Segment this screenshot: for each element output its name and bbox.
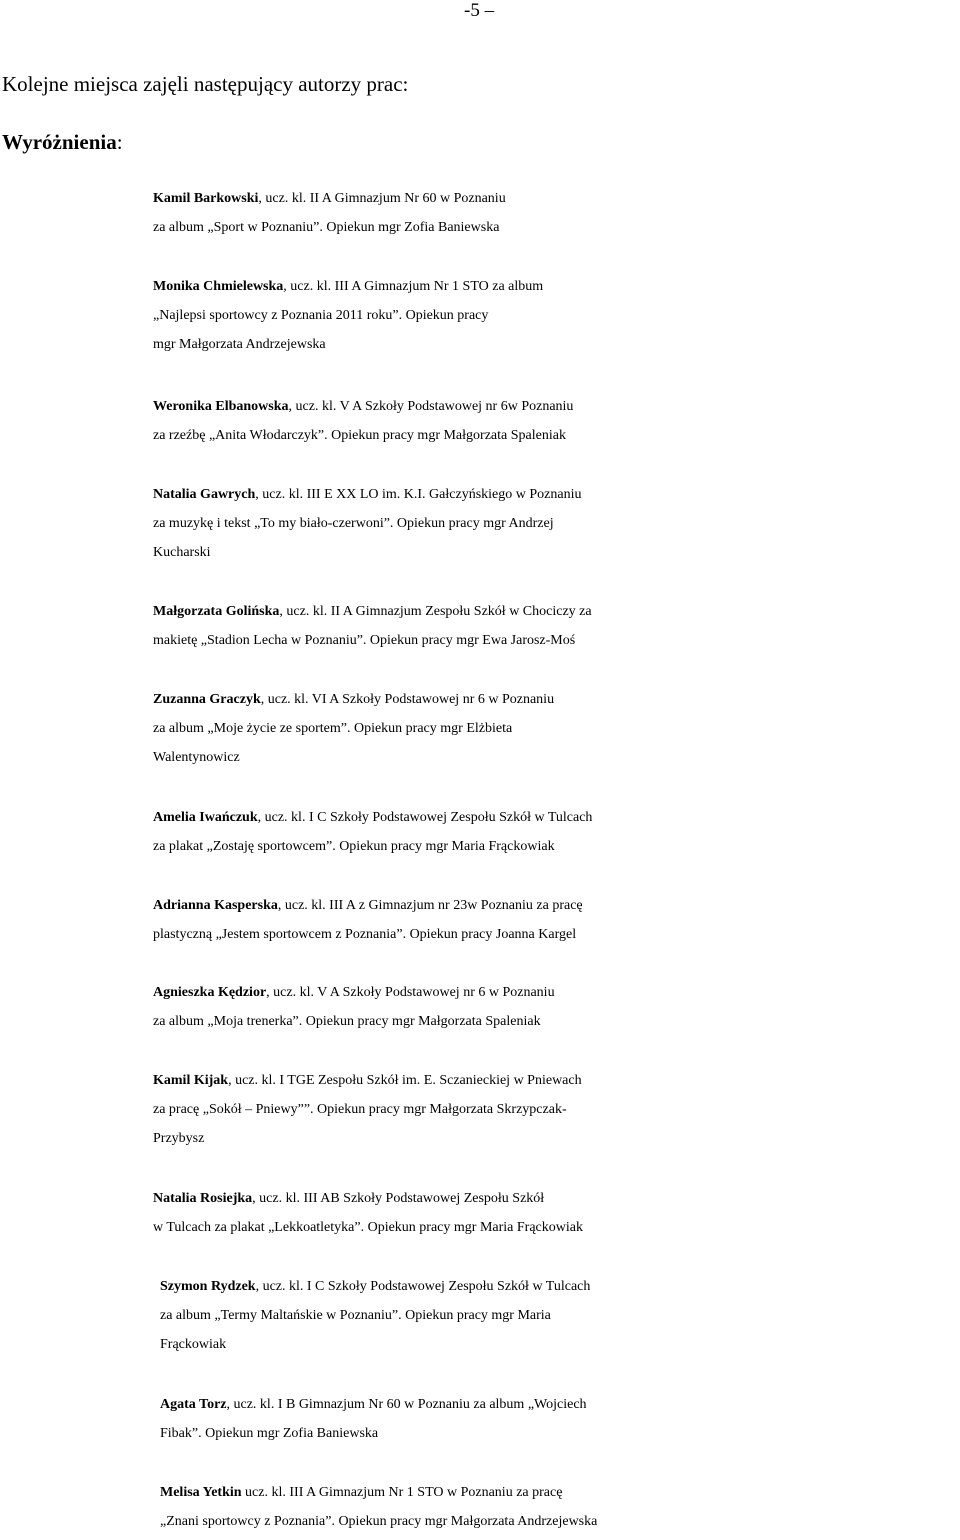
entry-line-3: mgr Małgorzata Andrzejewska — [153, 337, 326, 352]
entry-line-2: za album „Moja trenerka”. Opiekun pracy mgr Małgorzata Spaleniak — [153, 1014, 541, 1029]
section-heading-label: Wyróżnienia — [2, 130, 117, 154]
award-entry — [153, 1066, 959, 1153]
section-heading — [2, 130, 123, 155]
entry-details: , ucz. kl. III A z Gimnazjum nr 23w Poznaniu za pracę — [277, 898, 583, 913]
entry-line-2: makietę „Stadion Lecha w Poznaniu”. Opiekun pracy mgr Ewa Jarosz-Moś — [153, 633, 576, 648]
page-number: -5 – — [464, 0, 495, 21]
entry-details: , ucz. kl. II A Gimnazjum Nr 60 w Poznaniu — [258, 191, 506, 206]
entry-line-1 — [153, 685, 959, 714]
entry-details: , ucz. kl. I C Szkoły Podstawowej Zespołu Szkół w Tulcach — [257, 810, 593, 825]
award-entry — [153, 480, 959, 567]
entry-line-2: za rzeźbę „Anita Włodarczyk”. Opiekun pracy mgr Małgorzata Spaleniak — [153, 428, 566, 443]
entry-line-2: Fibak”. Opiekun mgr Zofia Baniewska — [160, 1426, 379, 1441]
award-entry — [153, 272, 959, 359]
entry-line-1 — [160, 1272, 960, 1301]
entry-line-1 — [153, 597, 959, 626]
entry-details: , ucz. kl. I C Szkoły Podstawowej Zespołu Szkół w Tulcach — [255, 1279, 591, 1294]
author-name: Weronika Elbanowska — [153, 399, 289, 414]
entry-line-1 — [153, 392, 959, 421]
entry-details: ucz. kl. III A Gimnazjum Nr 1 STO w Poznaniu za pracę — [241, 1485, 563, 1500]
entry-line-2: plastyczną „Jestem sportowcem z Poznania”. Opiekun pracy Joanna Kargel — [153, 927, 577, 942]
award-entry — [153, 978, 959, 1036]
entry-details: , ucz. kl. III A Gimnazjum Nr 1 STO za album — [283, 279, 544, 294]
award-entry — [160, 1272, 960, 1359]
entry-line-1 — [153, 480, 959, 509]
award-entry — [153, 392, 959, 450]
entry-line-3: Frąckowiak — [160, 1337, 227, 1352]
entry-details: , ucz. kl. VI A Szkoły Podstawowej nr 6 w Poznaniu — [260, 692, 555, 707]
author-name: Małgorzata Golińska — [153, 604, 280, 619]
author-name: Kamil Barkowski — [153, 191, 259, 206]
entry-line-1 — [153, 1066, 959, 1095]
entry-line-1 — [153, 891, 959, 920]
author-name: Kamil Kijak — [153, 1073, 229, 1088]
entry-line-2: za album „Termy Maltańskie w Poznaniu”. Opiekun pracy mgr Maria — [160, 1308, 551, 1323]
author-name: Adrianna Kasperska — [153, 898, 278, 913]
entry-line-1 — [153, 272, 959, 301]
entry-line-1 — [153, 1184, 959, 1213]
entry-line-1 — [153, 184, 959, 213]
entry-line-3: Przybysz — [153, 1131, 205, 1146]
author-name: Amelia Iwańczuk — [153, 810, 258, 825]
entry-line-3: Kucharski — [153, 545, 211, 560]
entry-line-1 — [153, 978, 959, 1007]
section-heading-colon: : — [116, 130, 123, 154]
author-name: Monika Chmielewska — [153, 279, 284, 294]
author-name: Natalia Rosiejka — [153, 1191, 253, 1206]
intro-text: Kolejne miejsca zajęli następujący autorzy prac: — [2, 72, 409, 96]
entry-details: , ucz. kl. II A Gimnazjum Zespołu Szkół w Chociczy za — [279, 604, 592, 619]
award-entry — [153, 803, 959, 861]
entry-line-2: za pracę „Sokół – Pniewy””. Opiekun pracy mgr Małgorzata Skrzypczak- — [153, 1102, 567, 1117]
award-entry — [153, 685, 959, 772]
author-name: Zuzanna Graczyk — [153, 692, 261, 707]
entry-line-2: za plakat „Zostaję sportowcem”. Opiekun pracy mgr Maria Frąckowiak — [153, 839, 555, 854]
entry-line-1 — [153, 803, 959, 832]
entry-details: , ucz. kl. V A Szkoły Podstawowej nr 6w Poznaniu — [288, 399, 574, 414]
entry-details: , ucz. kl. III AB Szkoły Podstawowej Zespołu Szkół — [252, 1191, 545, 1206]
author-name: Melisa Yetkin — [160, 1485, 242, 1500]
award-entry — [153, 891, 959, 949]
entry-details: , ucz. kl. I TGE Zespołu Szkół im. E. Sczanieckiej w Pniewach — [228, 1073, 582, 1088]
author-name: Szymon Rydzek — [160, 1279, 256, 1294]
entry-line-2: „Najlepsi sportowcy z Poznania 2011 roku”. Opiekun pracy — [153, 308, 489, 323]
entry-line-3: Walentynowicz — [153, 750, 240, 765]
entry-line-2: w Tulcach za plakat „Lekkoatletyka”. Opiekun pracy mgr Maria Frąckowiak — [153, 1220, 583, 1235]
award-entry — [153, 597, 959, 655]
entry-line-1 — [160, 1478, 960, 1507]
entry-details: , ucz. kl. III E XX LO im. K.I. Gałczyńskiego w Poznaniu — [255, 487, 582, 502]
entry-line-2: za muzykę i tekst „To my biało-czerwoni”. Opiekun pracy mgr Andrzej — [153, 516, 554, 531]
entry-line-1 — [160, 1390, 960, 1419]
entry-line-2: za album „Sport w Poznaniu”. Opiekun mgr Zofia Baniewska — [153, 220, 500, 235]
entry-details: , ucz. kl. I B Gimnazjum Nr 60 w Poznaniu za album „Wojciech — [226, 1397, 587, 1412]
award-entry — [160, 1478, 960, 1536]
award-entry — [160, 1390, 960, 1448]
entry-details: , ucz. kl. V A Szkoły Podstawowej nr 6 w Poznaniu — [266, 985, 555, 1000]
award-entry — [153, 184, 959, 242]
entry-line-2: „Znani sportowcy z Poznania”. Opiekun pracy mgr Małgorzata Andrzejewska — [160, 1514, 598, 1529]
author-name: Natalia Gawrych — [153, 487, 256, 502]
author-name: Agata Torz — [160, 1397, 227, 1412]
award-entry — [153, 1184, 959, 1242]
author-name: Agnieszka Kędzior — [153, 985, 267, 1000]
entry-line-2: za album „Moje życie ze sportem”. Opiekun pracy mgr Elżbieta — [153, 721, 513, 736]
